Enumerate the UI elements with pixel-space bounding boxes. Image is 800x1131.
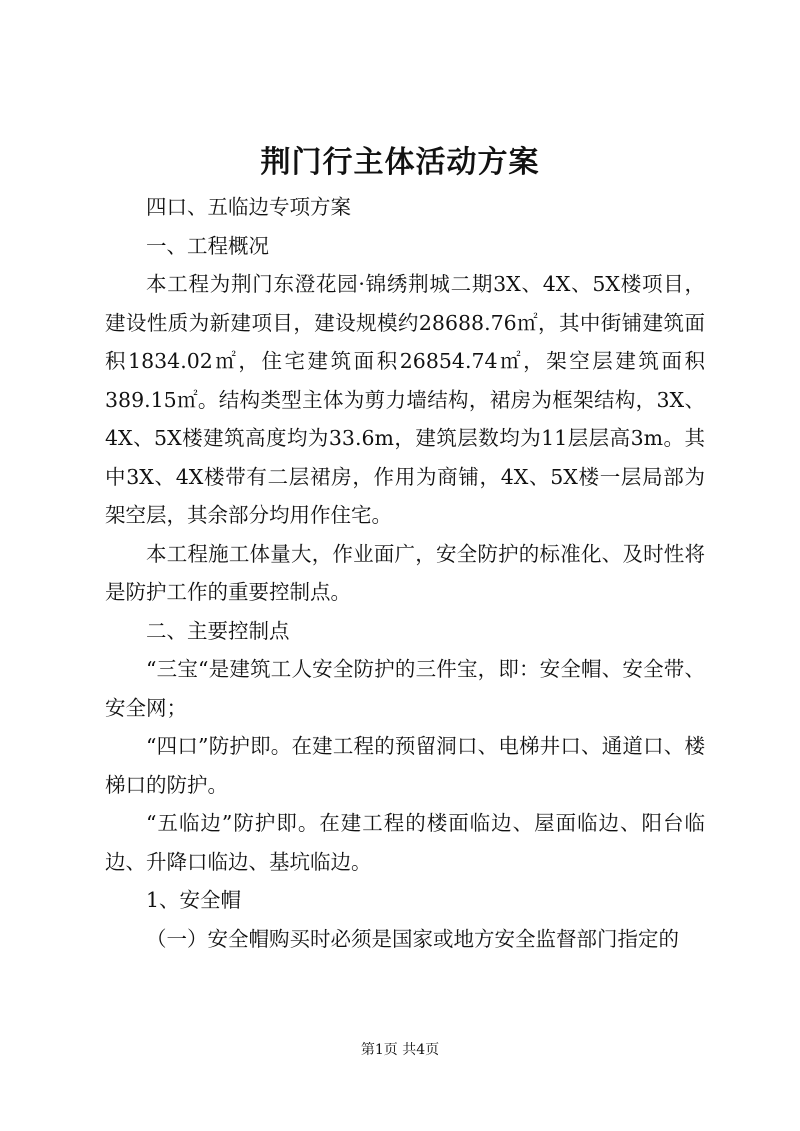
paragraph-control-summary: 本工程施工体量大，作业面广，安全防护的标准化、及时性将是防护工作的重要控制点。 <box>105 541 705 604</box>
document-title: 荆门行主体活动方案 <box>260 145 540 180</box>
page-footer: 第1页 共4页 <box>360 1042 440 1058</box>
paragraph-heading-overview: 一、工程概况 <box>146 233 269 258</box>
paragraph-section-heading: 四口、五临边专项方案 <box>146 195 351 219</box>
paragraph-heading-safety-helmet: 1、安全帽 <box>146 888 242 912</box>
paragraph-heading-control-points: 二、主要控制点 <box>146 618 290 643</box>
paragraph-three-treasures: “三宝“是建筑工人安全防护的三件宝，即：安全帽、安全带、安全网； <box>105 657 705 720</box>
paragraph-project-overview: 本工程为荆门东澄花园·锦绣荆城二期3X、4X、5X楼项目，建设性质为新建项目，建设规模约28688.76㎡，其中街铺建筑面积1834.02㎡，住宅建筑面积26854.74㎡，架空层建筑面积389.15㎡。结构类型主体为剪力墙结构，裙房为框架结构，3X、4X、5X楼建筑高度均为33.6m，建筑层数均为11层层高3m。其中3X、4X楼带有二层裙房，作用为商铺，4X、5X楼一层局部为架空层，其余部分均用作住宅。 <box>105 272 705 527</box>
paragraph-five-edges: “五临边”防护即。在建工程的楼面临边、屋面临边、阳台临边、升降口临边、基坑临边。 <box>105 811 705 874</box>
document-body <box>105 188 705 958</box>
paragraph-four-openings: “四口”防护即。在建工程的预留洞口、电梯井口、通道口、楼梯口的防护。 <box>105 734 705 797</box>
paragraph-helmet-purchase: （一）安全帽购买时必须是国家或地方安全监督部门指定的 <box>146 926 679 951</box>
